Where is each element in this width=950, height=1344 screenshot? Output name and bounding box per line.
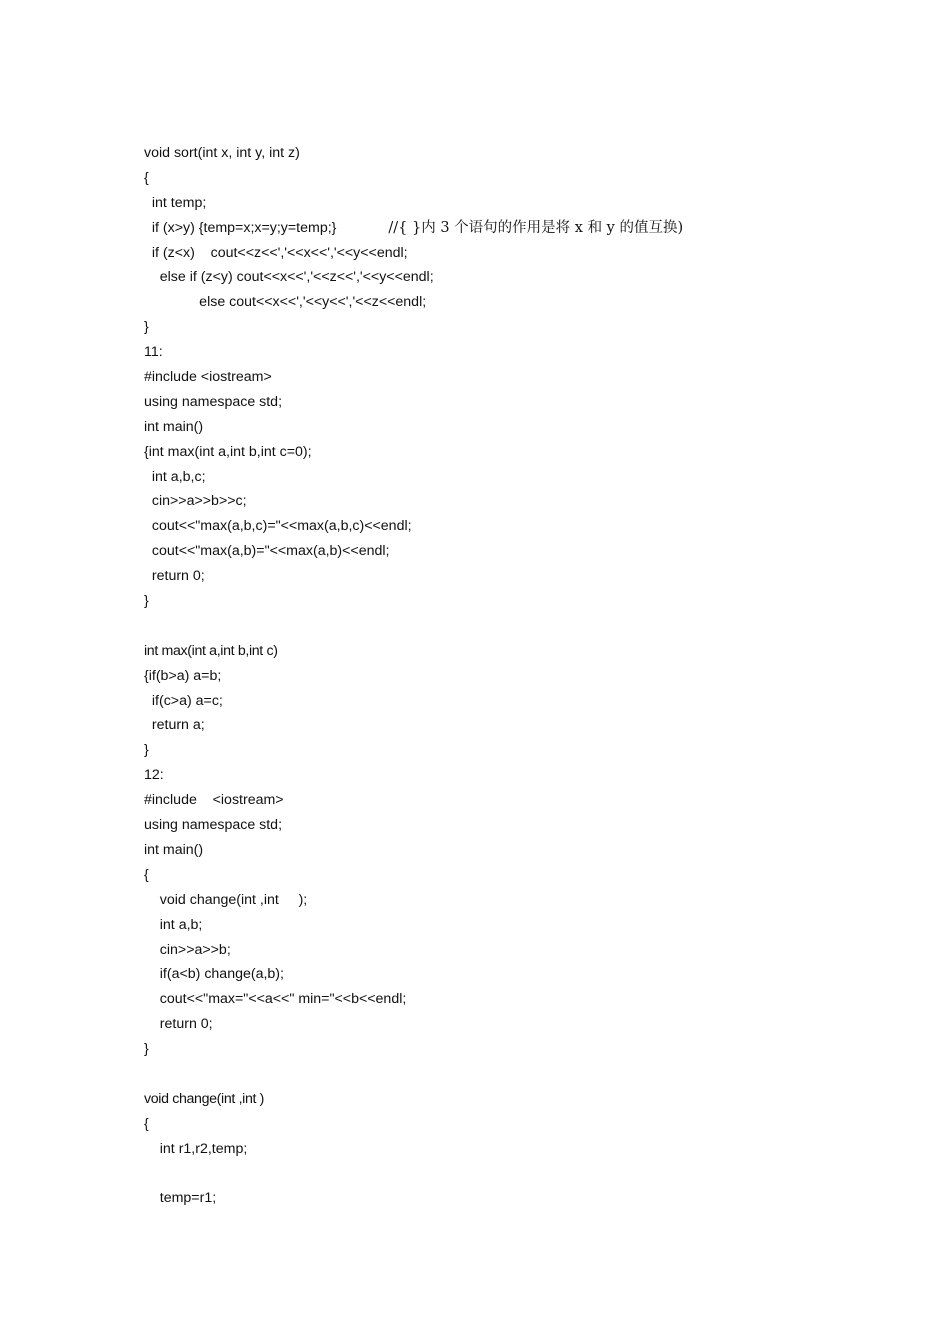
code-line: return 0; — [144, 1016, 213, 1033]
code-line: #include <iostream> — [144, 369, 272, 386]
code-line: temp=r1; — [144, 1190, 217, 1207]
code-line: int max(int a,int b,int c) — [144, 642, 278, 659]
code-listing — [144, 141, 904, 1211]
code-line: int main() — [144, 418, 204, 435]
code-line: void change(int ,int ); — [144, 891, 308, 908]
blank-line — [144, 614, 904, 639]
code-line: { — [144, 866, 149, 883]
code-line: cin>>a>>b>>c; — [144, 493, 247, 510]
code-line: #include <iostream> — [144, 792, 284, 809]
code-line: {if(b>a) a=b; — [144, 667, 222, 684]
blank-line — [144, 1062, 904, 1087]
section-number: 12: — [144, 767, 164, 784]
code-line-with-comment — [144, 216, 904, 241]
code-line: using namespace std; — [144, 817, 283, 834]
code-line: return 0; — [144, 568, 205, 585]
code-line: { — [144, 1115, 149, 1132]
code-line: using namespace std; — [144, 393, 283, 410]
code-line: int a,b; — [144, 916, 203, 933]
code-text: if (x>y) {temp=x;x=y;y=temp;} — [144, 219, 337, 236]
code-line: int temp; — [144, 194, 207, 211]
code-line: cout<<"max(a,b,c)="<<max(a,b,c)<<endl; — [144, 518, 412, 535]
code-line: if(c>a) a=c; — [144, 692, 223, 709]
code-line: if (z<x) cout<<z<<','<<x<<','<<y<<endl; — [144, 244, 408, 261]
code-line: int a,b,c; — [144, 468, 206, 485]
code-line: void sort(int x, int y, int z) — [144, 145, 300, 161]
code-line: } — [144, 1041, 149, 1058]
code-line: else cout<<x<<','<<y<<','<<z<<endl; — [144, 294, 427, 311]
blank-line — [144, 1162, 904, 1187]
code-line: else if (z<y) cout<<x<<','<<z<<','<<y<<endl; — [144, 269, 434, 286]
code-line: return a; — [144, 717, 205, 734]
code-line: } — [144, 319, 149, 336]
code-comment: //{ }内 3 个语句的作用是将 x 和 y 的值互换) — [388, 219, 684, 236]
code-line: int main() — [144, 841, 204, 858]
code-line: } — [144, 742, 149, 759]
code-line: { — [144, 169, 149, 186]
code-line: cout<<"max="<<a<<" min="<<b<<endl; — [144, 991, 407, 1008]
code-line: {int max(int a,int b,int c=0); — [144, 443, 312, 460]
code-line: void change(int ,int ) — [144, 1090, 265, 1107]
code-line: int r1,r2,temp; — [144, 1140, 248, 1157]
code-line: cin>>a>>b; — [144, 941, 231, 958]
code-line: if(a<b) change(a,b); — [144, 966, 284, 983]
code-line: cout<<"max(a,b)="<<max(a,b)<<endl; — [144, 543, 390, 560]
section-number: 11: — [144, 344, 163, 361]
code-line: } — [144, 593, 149, 610]
